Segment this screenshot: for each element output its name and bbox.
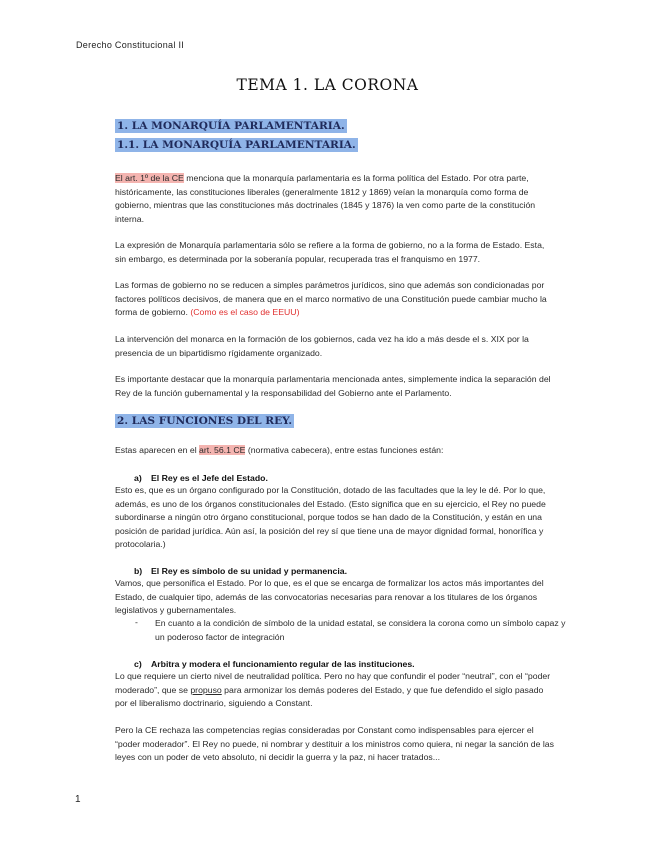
heading-1: 1. LA MONARQUÍA PARLAMENTARIA. [117,120,345,132]
paragraph-3 [115,279,555,320]
paragraph-1 [115,172,555,226]
subheading-b-title: El Rey es símbolo de su unidad y permanencia. [151,566,348,576]
heading-2: 2. LAS FUNCIONES DEL REY. [117,415,293,427]
subheading-a [134,473,268,483]
page-number: 1 [75,794,81,805]
paragraph-5: Es importante destacar que la monarquía parlamentaria mencionada antes, simplemente indica la separación del Rey de la función gubernamental y la responsabilidad del Gobierno ante el Parlamento. [115,374,551,398]
paragraph-1-text: menciona que la monarquía parlamentaria es la forma política del Estado. Por otra parte, históricamente, las constituciones liberales (generalmente 1812 y 1869) veían la monarquía como forma de gobierno, mientras que las constituciones más doctrinales (1845 y 1876) la ven como parte de la constitución interna. [115,173,536,224]
paragraph-c-text-b: para armonizar los demás poderes del Estado, y que fue defendido el siglo pasado por el liberalismo doctrinario, siguiendo a Constant. [115,684,544,709]
bullet-dash: - [135,617,138,627]
paragraph-6-text-b: (normativa cabecera), entre estas funciones están: [245,445,444,455]
running-header: Derecho Constitucional II [76,40,185,50]
paragraph-2: La expresión de Monarquía parlamentaria sólo se refiere a la forma de gobierno, no a la forma de Estado. Esta, sin embargo, es determinada por la soberanía popular, recuperada tras el franquismo en 1977. [115,240,545,264]
subheading-a-letter: a) [134,473,142,483]
subheading-b [134,566,347,576]
underlined-word: propuso [190,684,222,695]
paragraph-c-text-a: Lo que requiere un cierto nivel de neutralidad política. Pero no hay que confundir el poder “neutral”, con el “poder moderado”, que se [115,671,551,695]
paragraph-4: La intervención del monarca en la formación de los gobiernos, cada vez ha ido a más desde el s. XIX por la presencia de un bipartidismo rígidamente organizado. [115,334,529,358]
page-title: TEMA 1. LA CORONA [236,76,419,94]
paragraph-a: Esto es, que es un órgano configurado por la Constitución, dotado de las facultades que la ley le dé. Por lo que, además, es uno de los órganos constitucionales del Estado. (Esto significa que en su ejercicio, el Rey no puede subordinarse a ningún otro órgano constitucional, porque todos se han dado de la Constitución, y están en una posición de paridad jurídica. Aún así, la posición del rey sí que tiene una de mayor dignidad formal, honorífica y protocolaria.) [115,485,546,550]
subheading-c-title: Arbitra y modera el funcionamiento regular de las instituciones. [151,659,415,669]
highlight-art1: El art. 1º de la CE [115,173,184,183]
paragraph-3-text: Las formas de gobierno no se reducen a simples parámetros jurídicos, sino que además son condicionadas por factores políticos decisivos, de manera que en el marco normativo de una Constitución puede cambiar mucho la forma de gobierno. [115,280,547,318]
subheading-b-letter: b) [134,566,143,576]
paragraph-6 [115,444,555,458]
bullet-item: En cuanto a la condición de símbolo de la unidad estatal, se considera la corona como un símbolo capaz y un poderoso factor de integración [155,618,566,642]
paragraph-7: Pero la CE rechaza las competencias regias consideradas por Constant como indispensables para ejercer el “poder moderador”. El Rey no puede, ni nombrar y destituir a los ministros como quiera, ni negar la sanción de las leyes con un poder de veto absoluto, ni decidir la guerra y la paz, ni hacer tratados... [115,725,554,763]
paragraph-6-text-a: Estas aparecen en el [115,445,200,455]
heading-1-1: 1.1. LA MONARQUÍA PARLAMENTARIA. [117,139,356,151]
subheading-c [134,659,415,669]
subheading-a-title: El Rey es el Jefe del Estado. [151,473,268,483]
highlight-art56: art. 56.1 CE [199,445,246,455]
paragraph-b: Vamos, que personifica el Estado. Por lo que, es el que se encarga de formalizar los actos más importantes del Estado, de cualquier tipo, además de las convocatorias necesarias para renovar a los titulares de los órganos legislativos y gubernamentales. [115,578,544,616]
subheading-c-letter: c) [134,659,142,669]
paragraph-c [115,670,555,711]
note-eeuu: (Como es el caso de EEUU) [190,307,300,318]
